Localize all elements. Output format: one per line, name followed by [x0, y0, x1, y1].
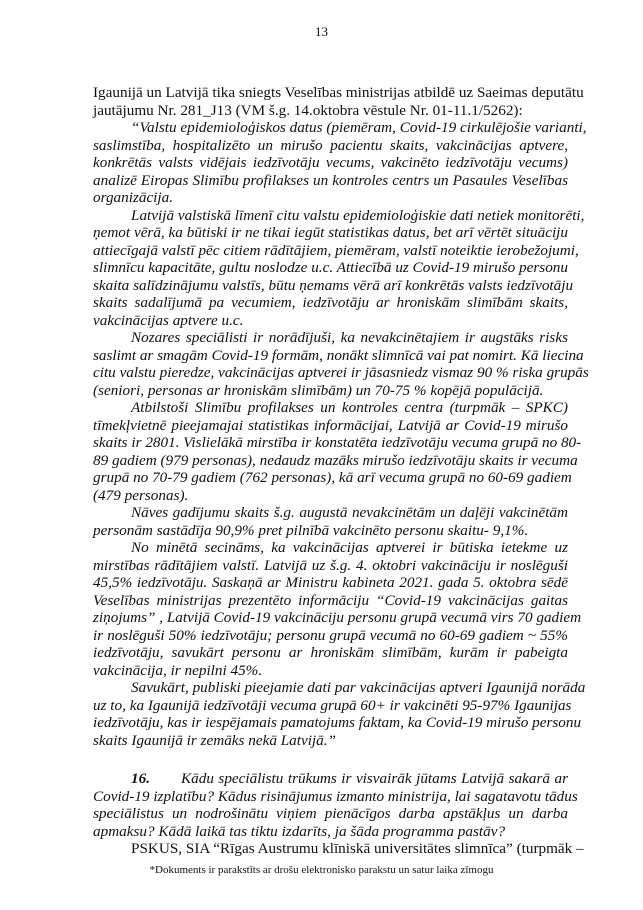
question-text: Kādu speciālistu trūkums ir visvairāk jūtams Latvijā sakarā ar	[181, 770, 568, 787]
text-line: 89 gadiem (979 personas), nedaudz mazāks mirušo iedzīvotāju skaits ir vecuma	[93, 451, 578, 469]
text-line: skaita salīdzinājumu valstīs, būtu ņemams vērā arī konkrētās valsts iedzīvotāju	[93, 276, 574, 294]
text-line: organizācija.	[93, 189, 174, 206]
text-line: (479 personas).	[93, 486, 189, 504]
text-line: “Valstu epidemioloģiskos datus (piemēram, Covid-19 cirkulējošie varianti,	[131, 119, 587, 136]
text-line: ziņojums” , Latvijā Covid-19 vakcināciju personu grupā vecumā virs 70 gadiem	[93, 609, 582, 626]
text-line: Nāves gadījumu skaits š.g. augustā nevakcinētām un daļēji vakcinētām	[131, 504, 568, 521]
text-line: saslimstība, hospitalizēto un mirušo pacientu skaits, vakcinācijas aptvere,	[93, 136, 568, 154]
text-line: iedzīvotāju, savukārt personu ar hroniskām slimībām, kurām ir pabeigta	[93, 644, 568, 661]
paragraph	[93, 119, 587, 207]
text-line: citu valstu pieredze, vakcinācijas aptverei ir jāsasniedz vismaz 90 % riska grupās	[93, 364, 589, 381]
text-line	[93, 770, 568, 788]
paragraph	[93, 399, 582, 504]
text-line: apmaksu? Kādā laikā tas tiktu izdarīts, ja šāda programma pastāv?	[93, 822, 506, 840]
text-line: mirstības rādītājiem valstī. Latvijā uz š.g. 4. oktobri vakcināciju ir noslēguši	[93, 556, 568, 574]
paragraph	[93, 84, 584, 119]
text-line: Savukārt, publiski pieejamie dati par vakcinācijas aptveri Igaunijā norāda	[131, 679, 586, 696]
text-line: tīmekļvietnē pieejamajai statistikas informācijai, Latvijā ar Covid-19 mirušo	[93, 416, 568, 434]
paragraph	[93, 679, 586, 749]
text-line: jautājumu Nr. 281_J13 (VM š.g. 14.oktobra vēstule Nr. 01-11.1/5262):	[93, 101, 523, 119]
text-line: Igaunijā un Latvijā tika sniegts Veselības ministrijas atbildē uz Saeimas deputātu	[93, 84, 584, 101]
text-line: iedzīvotāju, kas ir iespējamais pamatojums faktam, ka Covid-19 mirušo personu	[93, 714, 582, 731]
question-number: 16.	[131, 770, 150, 787]
text-line: Covid-19 izplatību? Kādus risinājumus izmanto ministrija, lai sagatavotu tādus	[93, 787, 578, 805]
text-line: attiecīgajā valstī pēc citiem rādītājiem, piemēram, valstī noteiktie ierobežojumi,	[93, 241, 579, 259]
text-line: ņemot vērā, ka būtiski ir ne tikai iegūt statistikas datus, bet arī vērtēt situāciju	[93, 224, 568, 241]
text-line: Veselības ministrijas prezentēto informāciju “Covid-19 vakcinācijas gaitas	[93, 591, 568, 609]
text-line: Atbilstoši Slimību profilakses un kontroles centra (turpmāk – SPKC)	[131, 399, 568, 416]
text-line: slimnīcu kapacitāte, gultu noslodze u.c. Attiecībā uz Covid-19 mirušo personu	[93, 259, 568, 276]
paragraph	[93, 329, 589, 399]
text-line: analizē Eiropas Slimību profilakses un kontroles centrs un Pasaules Veselības	[93, 171, 568, 189]
answer-start: PSKUS, SIA “Rīgas Austrumu klīniskā universitātes slimnīca” (turpmāk –	[131, 840, 584, 857]
text-line: skaits ir 2801. Vislielākā mirstība ir konstatēta iedzīvotāju vecuma grupā no 80-	[93, 434, 582, 451]
text-line: skaits Igaunijā ir zemāks nekā Latvijā.”	[93, 731, 336, 749]
paragraph	[93, 504, 568, 539]
text-line: uz to, ka Igaunijā iedzīvotāji vecuma grupā 60+ ir vakcinēti 95-97% Igaunijas	[93, 696, 572, 714]
paragraphs	[93, 84, 589, 749]
question-16	[93, 770, 578, 840]
paragraph-gap	[93, 749, 568, 770]
text-line: Latvijā valstiskā līmenī citu valstu epidemioloģiskie dati netiek monitorēti,	[131, 206, 585, 224]
text-line: vakcinācijas aptvere u.c.	[93, 311, 244, 329]
text-line: 45,5% iedzīvotāju. Saskaņā ar Ministru kabineta 2021. gada 5. oktobra sēdē	[93, 574, 568, 591]
text-line: ir noslēguši 50% iedzīvotāju; personu grupā vecumā no 60-69 gadiem ~ 55%	[93, 626, 568, 644]
text-line: Nozares speciālisti ir norādījuši, ka nevakcinētajiem ir augstāks risks	[131, 329, 568, 346]
text-line: vakcinācija, ir nepilni 45%.	[93, 661, 263, 679]
document-body	[93, 84, 589, 858]
text-line: saslimt ar smagām Covid-19 formām, nonākt slimnīcā vai pat nomirt. Kā liecina	[93, 346, 584, 364]
text-line: speciālistus un nodrošinātu viņiem pienācīgos darba apstākļus un darba	[93, 805, 568, 822]
text-line: konkrētās valsts vidējais iedzīvotāju vecums, vakcinēto iedzīvotāju vecums)	[93, 154, 568, 171]
text-line: skaits sadalījumā pa vecumiem, iedzīvotāju ar hroniskām slimībām skaits,	[93, 294, 568, 311]
paragraph	[93, 206, 585, 330]
text-line: grupā no 70-79 gadiem (762 personas), kā arī vecuma grupā no 60-69 gadiem	[93, 469, 572, 486]
text-line: No minētā secināms, ka vakcinācijas aptverei ir būtiska ietekme uz	[131, 539, 568, 556]
signature-footnote: *Dokuments ir parakstīts ar drošu elektronisko parakstu un satur laika zīmogu	[149, 864, 494, 876]
text-line: personām sastādīja 90,9% pret pilnībā vakcinēto personu skaitu- 9,1%.	[93, 521, 529, 539]
text-line: (seniori, personas ar hroniskām slimībām) un 70-75 % kopējā populācijā.	[93, 381, 544, 399]
page-number: 13	[315, 24, 328, 39]
paragraph	[93, 539, 582, 679]
